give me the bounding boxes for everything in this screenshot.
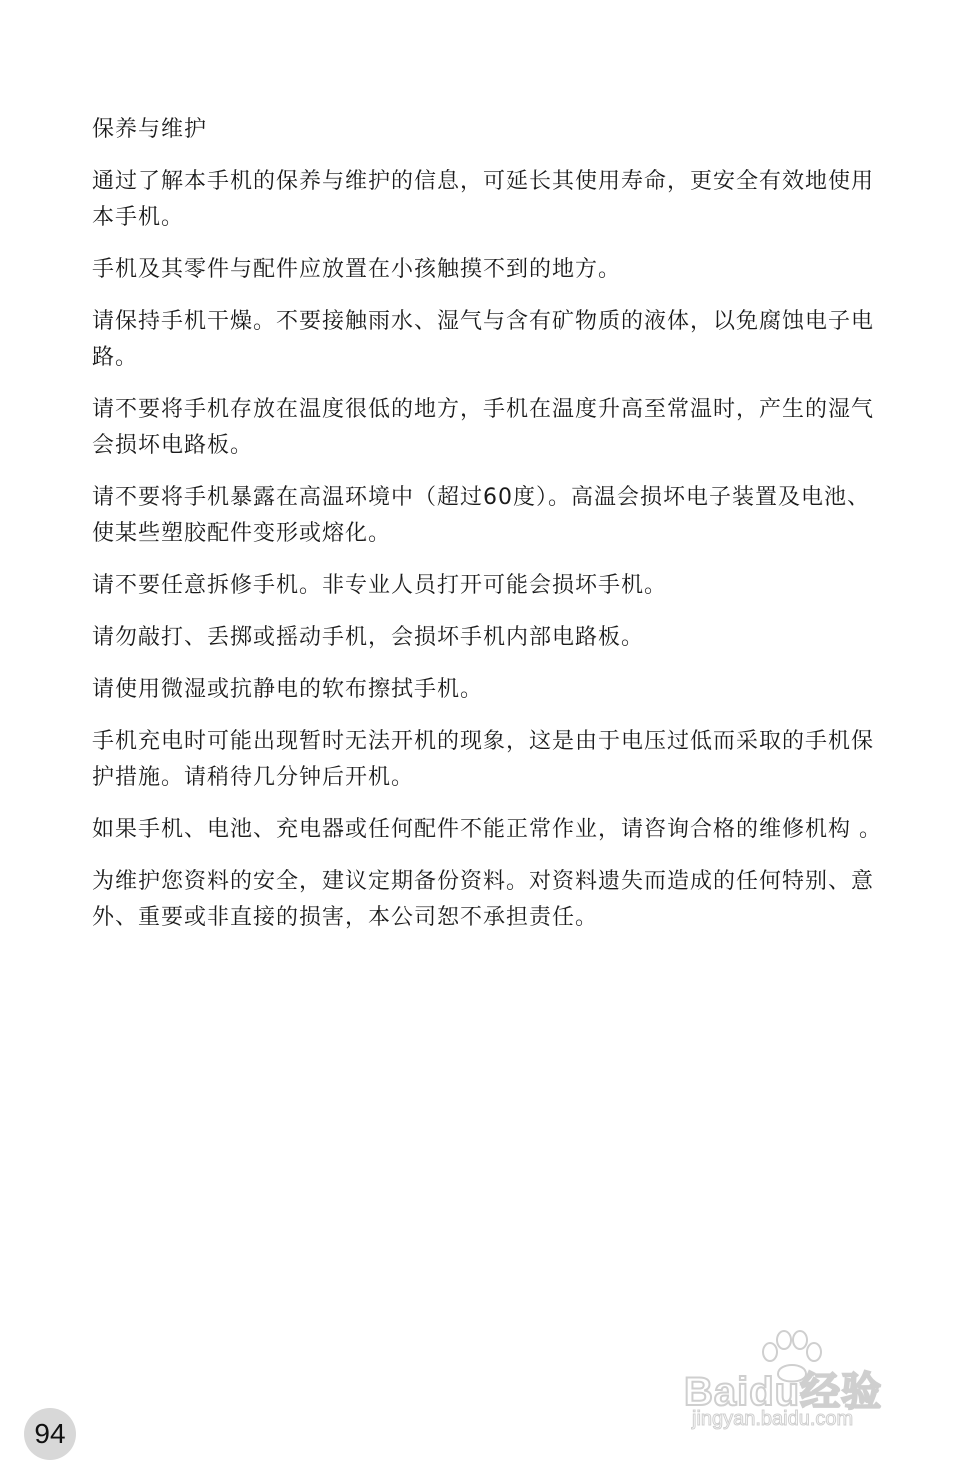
paragraph: 请勿敲打、丢掷或摇动手机，会损坏手机内部电路板。 — [92, 625, 645, 650]
paragraph: 请不要将手机暴露在高温环境中（超过60度）。高温会损坏电子装置及电池、使某些塑胶配件变形或熔化。 — [92, 485, 870, 546]
paragraph: 请使用微湿或抗静电的软布擦拭手机。 — [92, 677, 484, 702]
paragraph: 请不要将手机存放在温度很低的地方，手机在温度升高至常温时，产生的湿气会损坏电路板。 — [92, 397, 875, 458]
watermark-url: jingyan.baidu.com — [692, 1408, 854, 1430]
section-heading: 保养与维护 — [92, 117, 208, 142]
manual-content — [92, 112, 882, 952]
paragraph: 如果手机、电池、充电器或任何配件不能正常作业，请咨询合格的维修机构 。 — [92, 817, 882, 842]
watermark-logo: Baidu经验 — [684, 1370, 883, 1414]
paragraph: 通过了解本手机的保养与维护的信息，可延长其使用寿命，更安全有效地使用本手机。 — [92, 169, 875, 230]
paragraph: 手机及其零件与配件应放置在小孩触摸不到的地方。 — [92, 257, 622, 282]
baidu-watermark — [684, 1330, 914, 1440]
page-number: 94 — [24, 1408, 76, 1460]
paragraph: 为维护您资料的安全，建议定期备份资料。对资料遗失而造成的任何特别、意外、重要或非直接的损害，本公司恕不承担责任。 — [92, 869, 875, 930]
paragraph: 请不要任意拆修手机。非专业人员打开可能会损坏手机。 — [92, 573, 668, 598]
paragraph: 请保持手机干燥。不要接触雨水、湿气与含有矿物质的液体，以免腐蚀电子电路。 — [92, 309, 875, 370]
paragraph: 手机充电时可能出现暂时无法开机的现象，这是由于电压过低而采取的手机保护措施。请稍待几分钟后开机。 — [92, 729, 875, 790]
